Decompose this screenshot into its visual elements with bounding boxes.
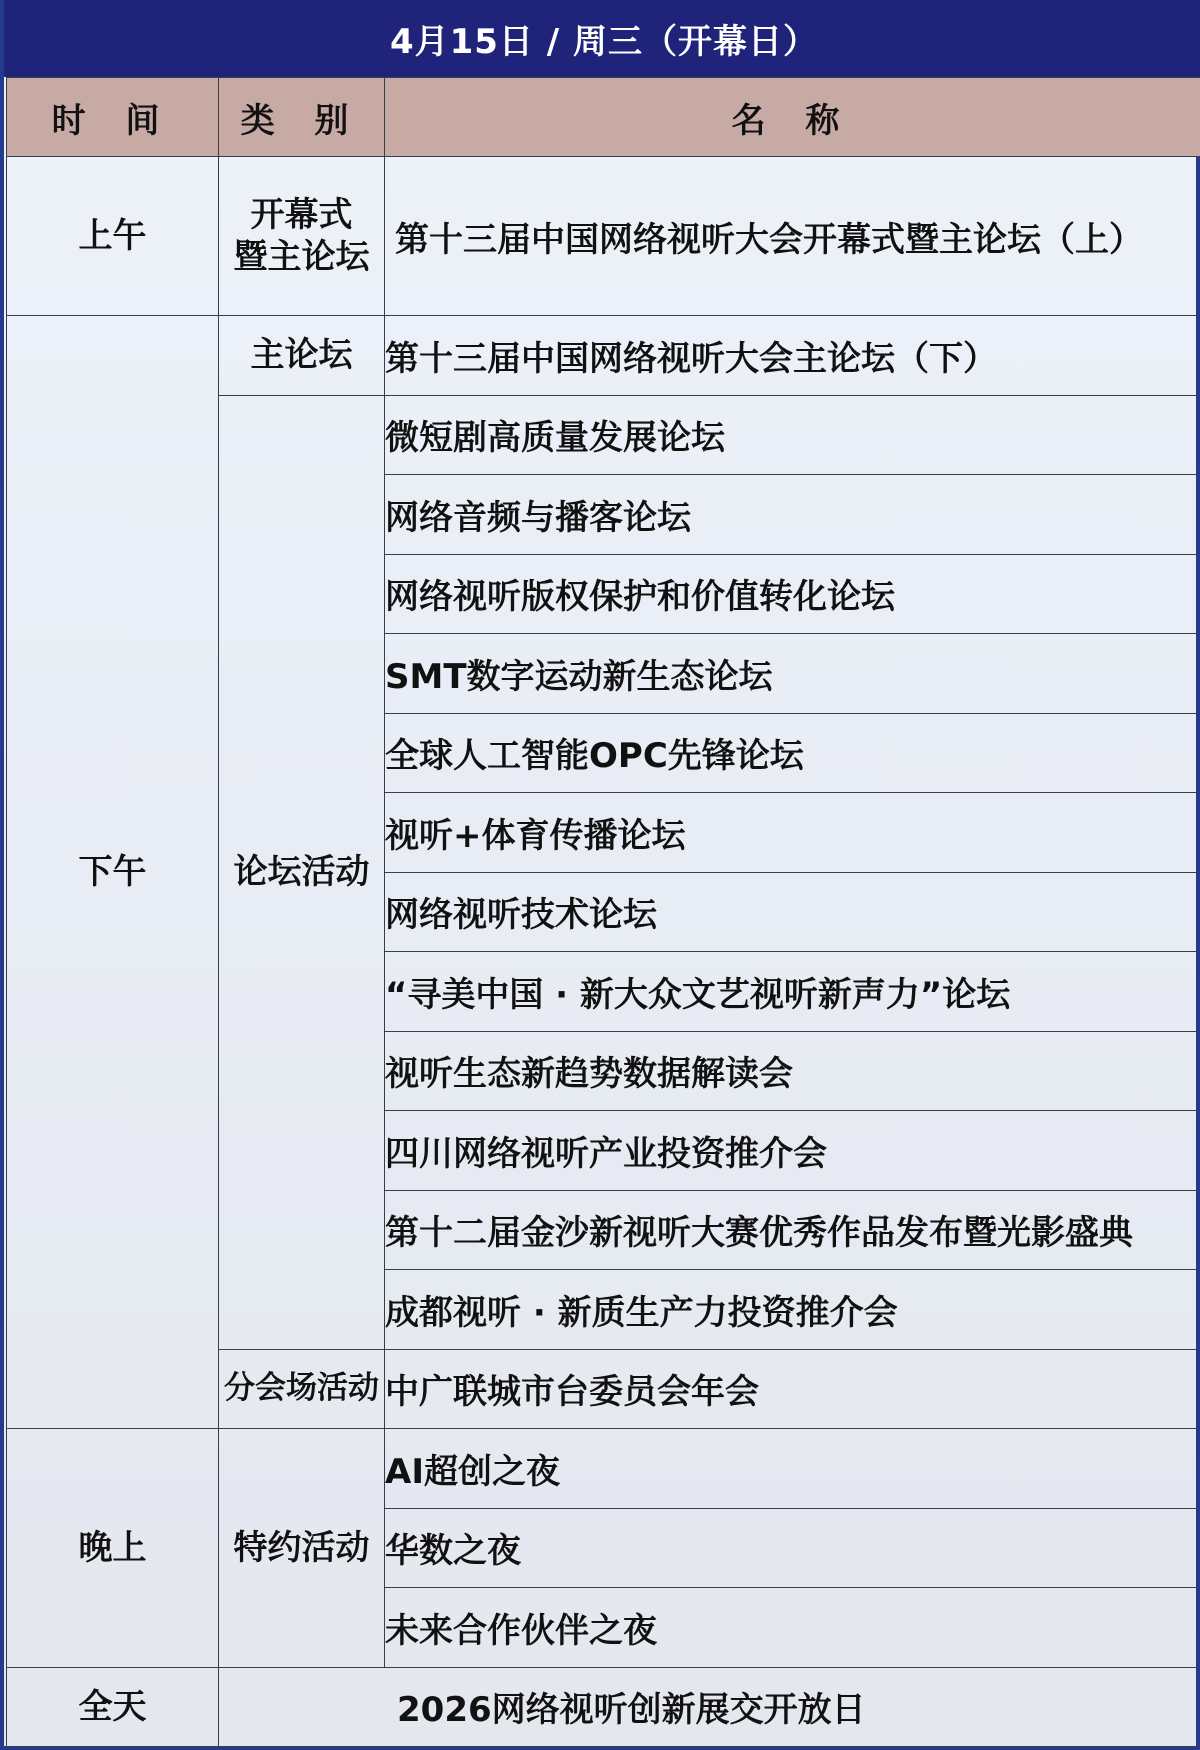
- event-name: “寻美中国 · 新大众文艺视听新声力”论坛: [385, 952, 1200, 1032]
- event-name: 第十三届中国网络视听大会主论坛（下）: [385, 316, 1200, 396]
- time-cell-afternoon: 下午: [7, 316, 219, 1429]
- event-name: 网络视听版权保护和价值转化论坛: [385, 554, 1200, 634]
- event-name: 视听+体育传播论坛: [385, 793, 1200, 873]
- column-header-category: 类 别: [219, 78, 385, 157]
- column-header-name: 名 称: [385, 78, 1200, 157]
- event-name: 四川网络视听产业投资推介会: [385, 1111, 1200, 1191]
- category-label-line: 暨主论坛: [233, 237, 370, 277]
- time-cell-evening: 晚上: [7, 1429, 219, 1668]
- table-row: [7, 316, 1200, 396]
- schedule-table: [6, 77, 1200, 1747]
- table-header-row: [7, 78, 1200, 157]
- time-cell-morning: 上午: [7, 157, 219, 316]
- event-name: 第十二届金沙新视听大赛优秀作品发布暨光影盛典: [385, 1190, 1200, 1270]
- event-name: 华数之夜: [385, 1508, 1200, 1588]
- event-name: 全球人工智能OPC先锋论坛: [385, 713, 1200, 793]
- event-name: SMT数字运动新生态论坛: [385, 634, 1200, 714]
- category-cell-special-activities: 特约活动: [219, 1429, 385, 1668]
- category-cell-branch-activities: 分会场活动: [219, 1349, 385, 1429]
- event-name: 成都视听 · 新质生产力投资推介会: [385, 1270, 1200, 1350]
- event-name: 第十三届中国网络视听大会开幕式暨主论坛（上）: [385, 157, 1200, 316]
- category-cell-main-forum: 主论坛: [219, 316, 385, 396]
- event-name: 网络视听技术论坛: [385, 872, 1200, 952]
- category-cell-opening: [219, 157, 385, 316]
- table-row: [7, 1429, 1200, 1509]
- event-name: 中广联城市台委员会年会: [385, 1349, 1200, 1429]
- table-row: [7, 1667, 1200, 1747]
- table-row: [7, 157, 1200, 316]
- column-header-time: 时 间: [7, 78, 219, 157]
- event-name: 网络音频与播客论坛: [385, 475, 1200, 555]
- event-name: AI超创之夜: [385, 1429, 1200, 1509]
- event-name: 2026网络视听创新展交开放日: [219, 1667, 1200, 1747]
- date-banner: 4月15日 / 周三（开幕日）: [4, 0, 1200, 77]
- time-cell-all-day: 全天: [7, 1667, 219, 1747]
- category-cell-forum-activities: 论坛活动: [219, 395, 385, 1349]
- event-name: 微短剧高质量发展论坛: [385, 395, 1200, 475]
- event-name: 未来合作伙伴之夜: [385, 1588, 1200, 1668]
- category-label-line: 开幕式: [250, 194, 353, 235]
- event-name: 视听生态新趋势数据解读会: [385, 1031, 1200, 1111]
